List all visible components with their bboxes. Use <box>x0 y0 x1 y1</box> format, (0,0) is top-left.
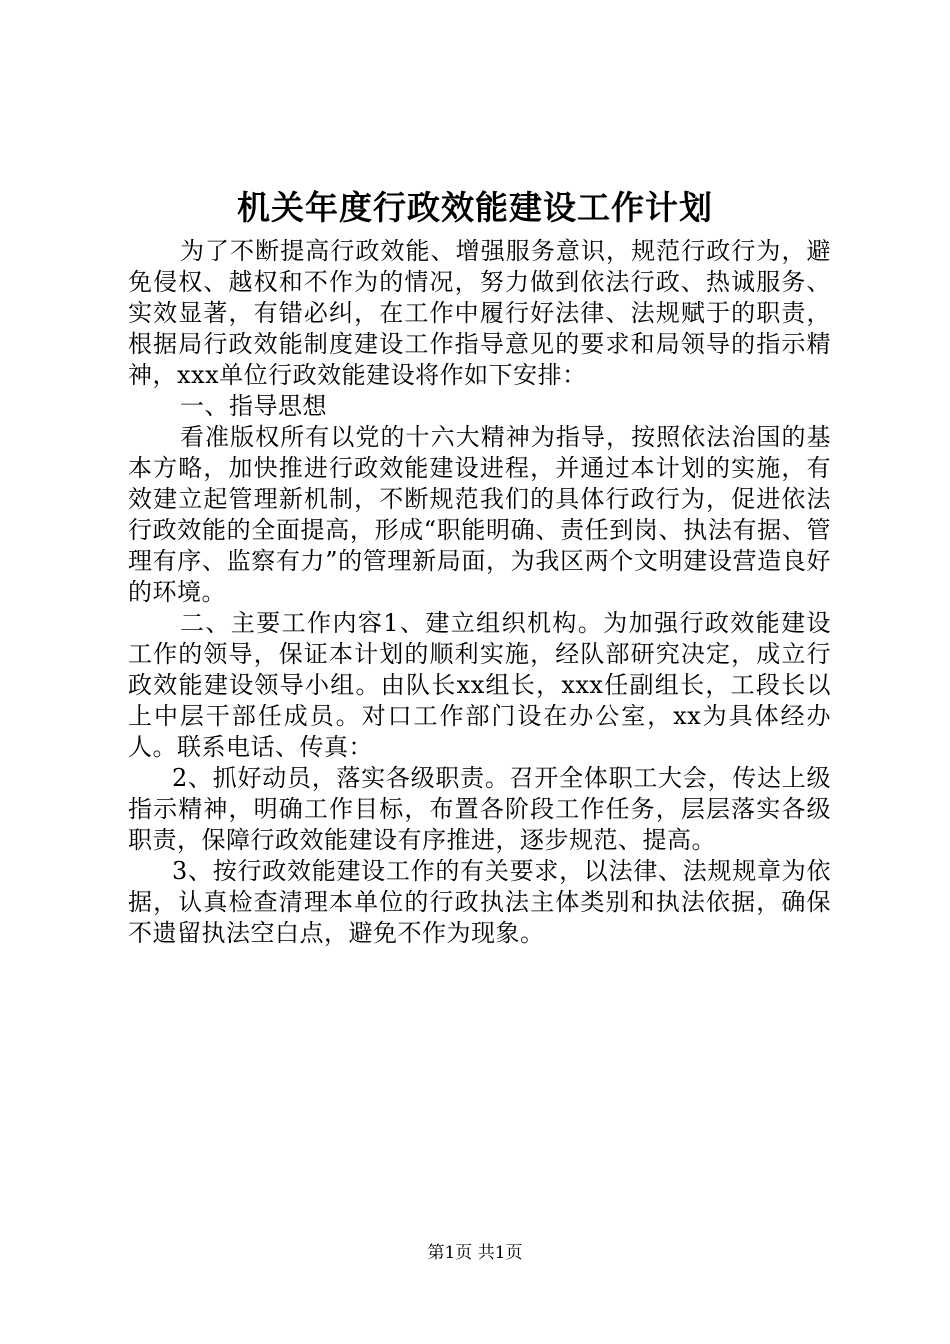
paragraph-intro: 为了不断提高行政效能、增强服务意识，规范行政行为，避免侵权、越权和不作为的情况，努力做到依法行政、热诚服务、实效显著，有错必纠，在工作中履行好法律、法规赋于的职责，根据局行政效能制度建设工作指导意见的要求和局领导的指示精神，xxx单位行政效能建设将作如下安排： <box>128 237 831 389</box>
paragraph-item-2: 2、抓好动员，落实各级职责。召开全体职工大会，传达上级指示精神，明确工作目标，布置各阶段工作任务，层层落实各级职责，保障行政效能建设有序推进，逐步规范、提高。 <box>128 764 831 854</box>
document-title: 机关年度行政效能建设工作计划 <box>237 188 713 227</box>
paragraph-item-3: 3、按行政效能建设工作的有关要求，以法律、法规规章为依据，认真检查清理本单位的行政执法主体类别和执法依据，确保不遗留执法空白点，避免不作为现象。 <box>128 857 831 947</box>
paragraph-main-work-content: 二、主要工作内容1、建立组织机构。为加强行政效能建设工作的领导，保证本计划的顺利实施，经队部研究决定，成立行政效能建设领导小组。由队长xx组长，xxx任副组长，工段长以上中层干部任成员。对口工作部门设在办公室，xx为具体经办人。联系电话、传真： <box>128 609 831 761</box>
section-heading-guiding-ideology: 一、指导思想 <box>180 392 327 420</box>
paragraph-guiding-ideology: 看准版权所有以党的十六大精神为指导，按照依法治国的基本方略，加快推进行政效能建设进程，并通过本计划的实施，有效建立起管理新机制，不断规范我们的具体行政行为，促进依法行政效能的全面提高，形成“职能明确、责任到岗、执法有据、管理有序、监察有力”的管理新局面，为我区两个文明建设营造良好的环境。 <box>128 423 831 606</box>
page-footer: 第1页 共1页 <box>427 1243 523 1263</box>
document-body <box>128 236 831 949</box>
